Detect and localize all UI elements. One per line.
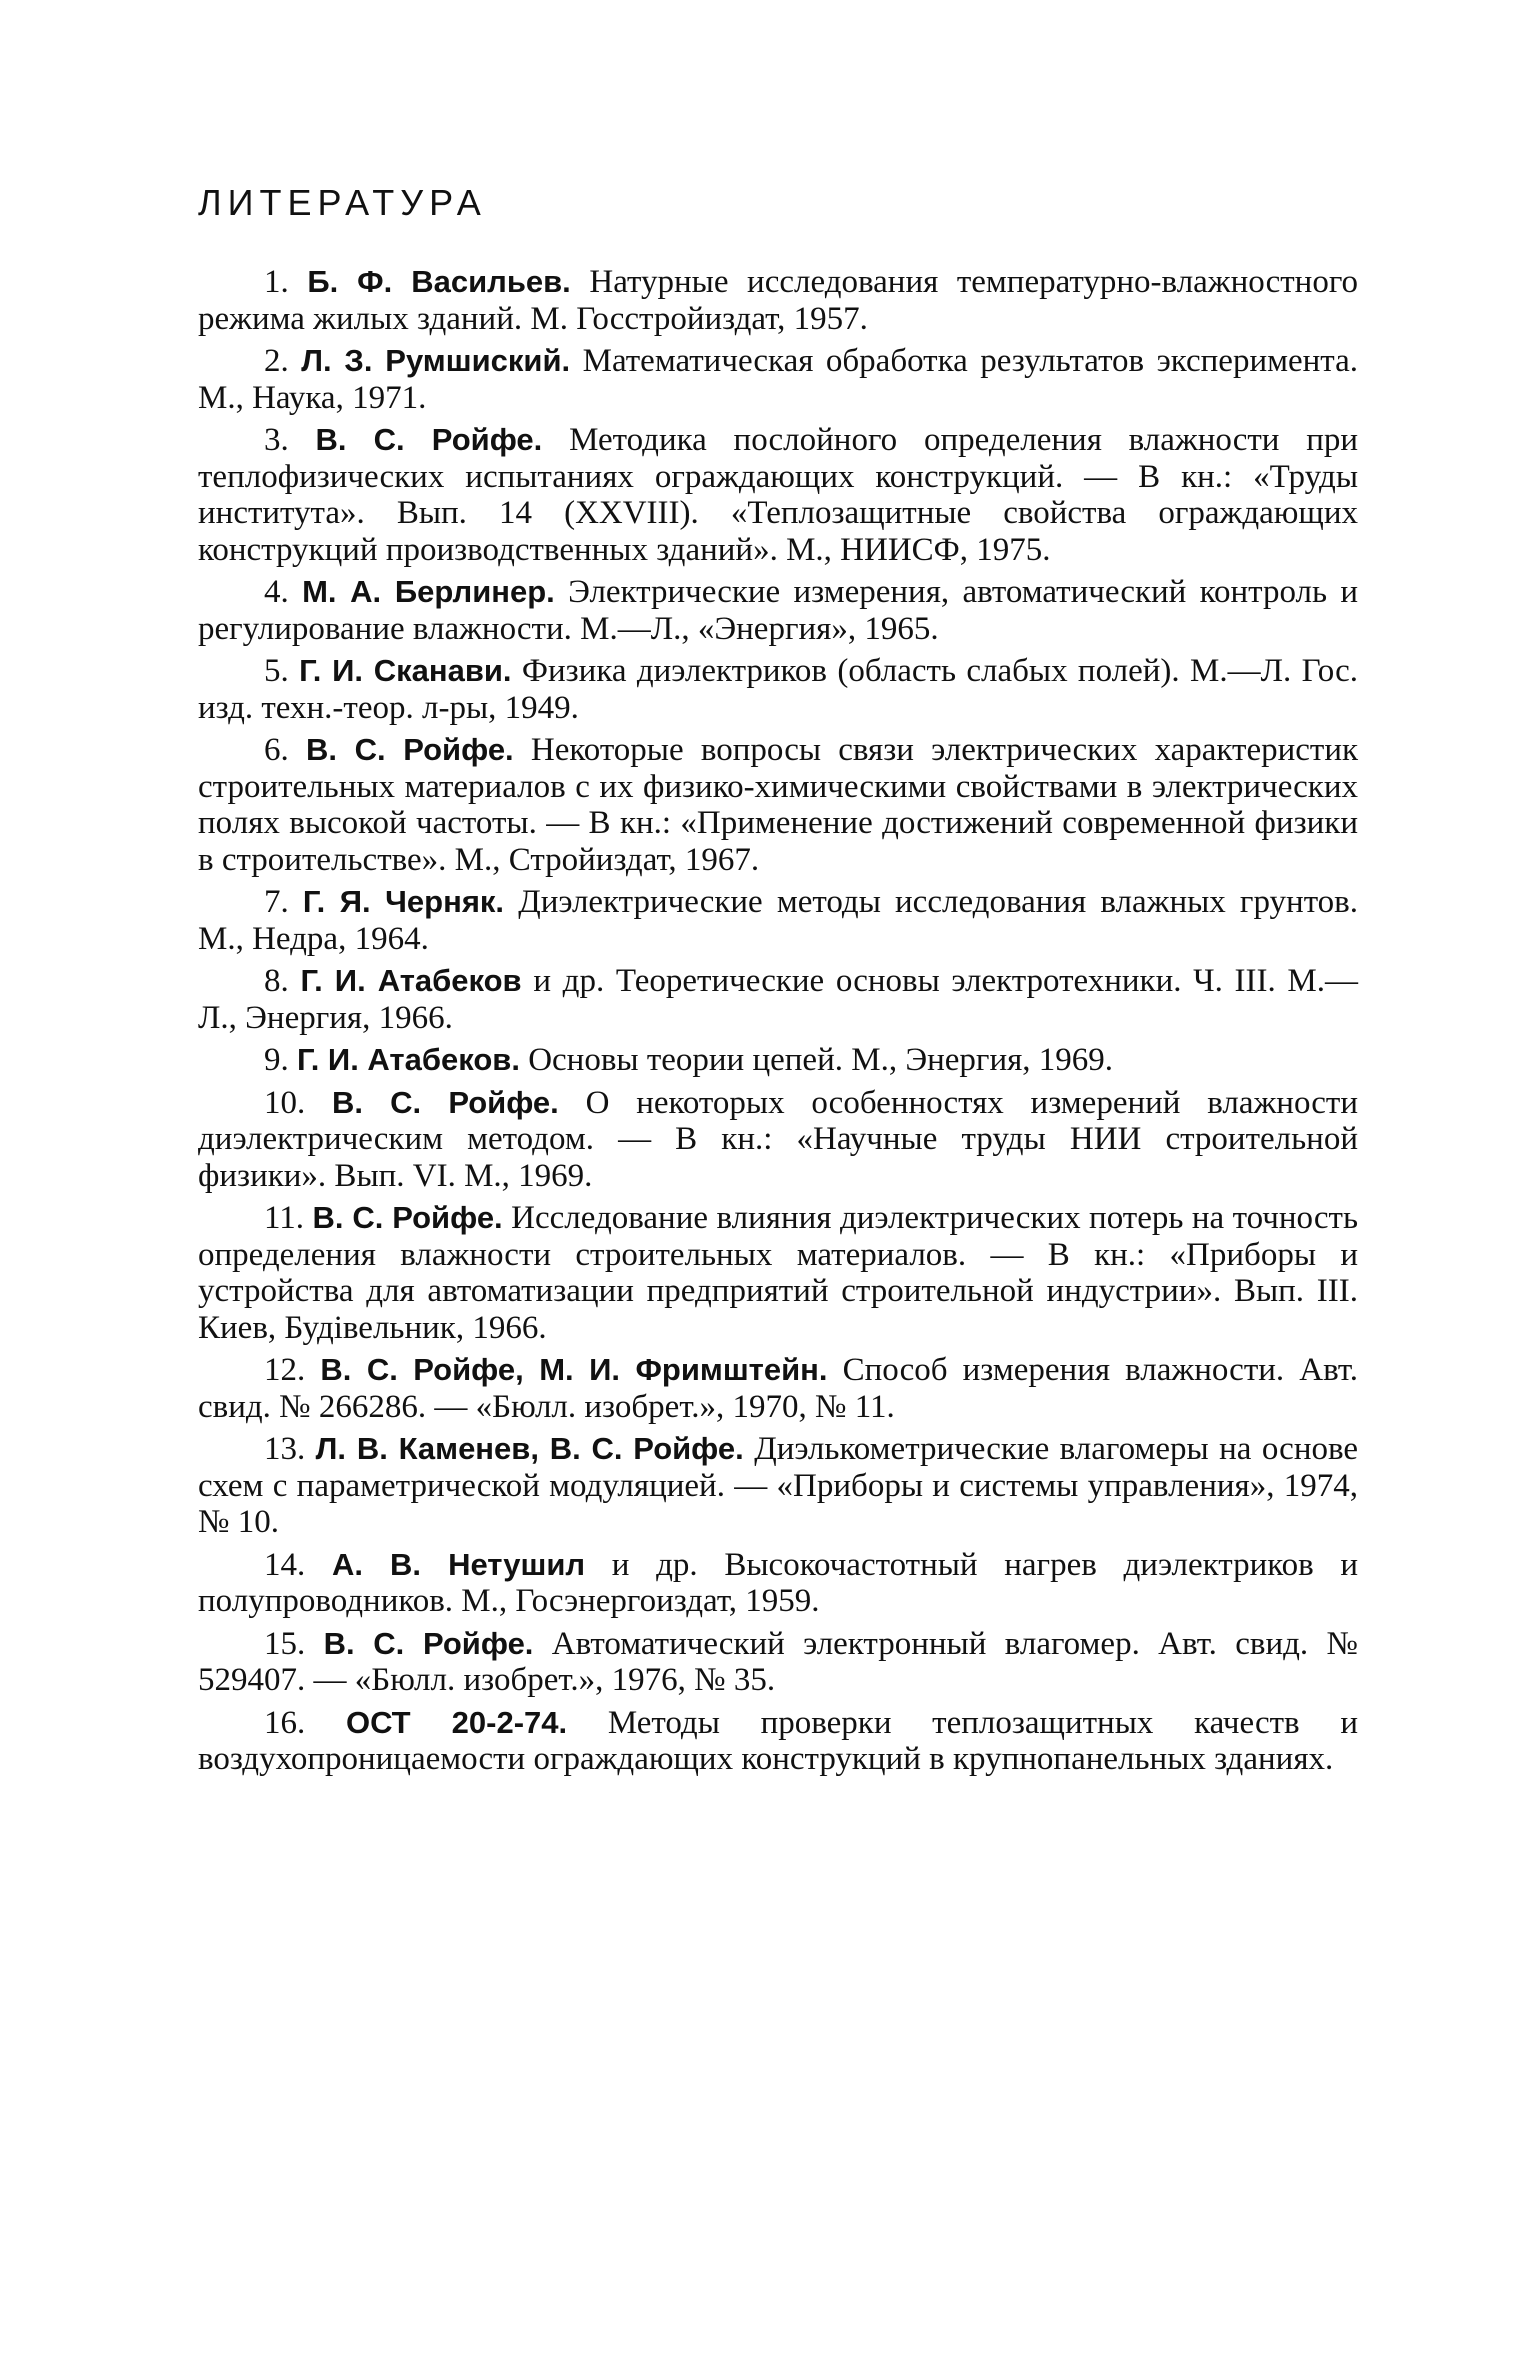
reference-authors: Г. И. Атабеков. (297, 1042, 520, 1077)
reference-item (198, 963, 1358, 1036)
reference-text: Электрические измерения, автоматический контроль и регулирование влажности. М.—Л., «Энергия», 1965. (198, 574, 1359, 647)
reference-authors: Б. Ф. Васильев. (307, 264, 571, 299)
reference-number: 1. (264, 264, 289, 300)
reference-item (198, 732, 1358, 878)
reference-text: Диэлькометрические влагомеры на основе схем с параметрической модуляцией. — «Приборы и системы управления», 1974, № 10. (198, 1431, 1359, 1540)
reference-number: 4. (264, 574, 289, 610)
reference-text: Некоторые вопросы связи электрических характеристик строительных материалов с их физико-химическими свойствами в электрических полях высокой частоты. — В кн.: «Применение достижений современной физики в строительстве». М., Стройиздат, 1967. (198, 732, 1359, 878)
reference-authors: В. С. Ройфе, М. И. Фримштейн. (320, 1352, 828, 1387)
reference-text: Исследование влияния диэлектрических потерь на точность определения влажности строительных материалов. — В кн.: «Приборы и устройства для автоматизации предприятий строительной индустрии». Вып. III. Киев, Будiвельник, 1966. (198, 1200, 1358, 1346)
reference-item (198, 884, 1358, 957)
reference-authors: В. С. Ройфе. (315, 422, 543, 457)
reference-text: и др. Теоретические основы электротехники. Ч. III. М.—Л., Энергия, 1966. (198, 963, 1359, 1036)
reference-item (198, 574, 1358, 647)
reference-text: Методы проверки теплозащитных качеств и воздухопроницаемости ограждающих конструкций в крупнопанельных зданиях. (198, 1704, 1358, 1777)
reference-number: 7. (264, 884, 289, 920)
reference-number: 9. (264, 1042, 289, 1078)
reference-authors: В. С. Ройфе. (332, 1084, 559, 1120)
reference-number: 3. (264, 422, 289, 458)
reference-item (198, 1200, 1358, 1346)
document-page (198, 182, 1358, 1784)
reference-item (198, 653, 1358, 726)
reference-text: Натурные исследования температурно-влажностного режима жилых зданий. М. Госстройиздат, 1957. (198, 264, 1359, 337)
reference-text: Методика послойного определения влажности при теплофизических испытаниях ограждающих конструкций. — В кн.: «Труды института». Вып. 14 (XXVIII). «Теплозащитные свойства ограждающих конструкций производственных зданий». М., НИИСФ, 1975. (198, 422, 1359, 568)
reference-number: 15. (264, 1625, 306, 1662)
reference-number: 5. (264, 653, 289, 689)
reference-text: и др. Высокочастотный нагрев диэлектриков и полупроводников. М., Госэнергоиздат, 1959. (198, 1546, 1359, 1619)
reference-item (198, 1705, 1358, 1778)
reference-text: Диэлектрические методы исследования влажных грунтов. М., Недра, 1964. (198, 884, 1359, 957)
reference-list (198, 264, 1358, 1778)
reference-number: 14. (264, 1546, 306, 1583)
reference-number: 11. (264, 1200, 305, 1236)
reference-item (198, 264, 1358, 337)
reference-item (198, 1626, 1358, 1699)
reference-item (198, 1085, 1358, 1195)
reference-number: 10. (264, 1084, 306, 1121)
reference-authors: Л. В. Каменев, В. С. Ройфе. (315, 1431, 744, 1466)
reference-text: Математическая обработка результатов эксперимента. М., Наука, 1971. (198, 343, 1359, 416)
reference-text: О некоторых особенностях измерений влажности диэлектрическим методом. — В кн.: «Научные труды НИИ строительной физики». Вып. VI. М., 1969. (198, 1084, 1358, 1194)
reference-authors: ОСТ 20-2-74. (345, 1704, 568, 1740)
reference-item (198, 422, 1358, 568)
reference-text: Автоматический электронный влагомер. Авт. свид. № 529407. — «Бюлл. изобрет.», 1976, № 35. (198, 1625, 1358, 1698)
reference-item (198, 343, 1358, 416)
reference-number: 6. (264, 732, 289, 768)
reference-text: Основы теории цепей. М., Энергия, 1969. (528, 1042, 1114, 1078)
reference-authors: В. С. Ройфе. (306, 732, 514, 767)
reference-authors: А. В. Нетушил (331, 1546, 586, 1582)
page-title: ЛИТЕРАТУРА (198, 182, 487, 223)
reference-number: 13. (264, 1431, 306, 1467)
reference-number: 16. (264, 1704, 306, 1741)
reference-authors: Г. И. Атабеков (300, 963, 522, 998)
reference-authors: В. С. Ройфе. (312, 1200, 503, 1235)
reference-item (198, 1431, 1358, 1541)
reference-text: Физика диэлектриков (область слабых полей). М.—Л. Гос. изд. техн.-теор. л-ры, 1949. (198, 653, 1358, 726)
reference-item (198, 1547, 1358, 1620)
reference-authors: Л. З. Румшиский. (301, 343, 571, 378)
reference-authors: М. А. Берлинер. (302, 574, 555, 609)
reference-authors: Г. И. Сканави. (299, 653, 512, 688)
reference-item (198, 1042, 1358, 1079)
reference-item (198, 1352, 1358, 1425)
reference-number: 2. (264, 343, 289, 379)
reference-text: Способ измерения влажности. Авт. свид. № 266286. — «Бюлл. изобрет.», 1970, № 11. (198, 1352, 1359, 1425)
reference-number: 12. (264, 1352, 306, 1388)
reference-number: 8. (264, 963, 289, 999)
reference-authors: Г. Я. Черняк. (302, 884, 505, 919)
reference-authors: В. С. Ройфе. (323, 1625, 534, 1661)
